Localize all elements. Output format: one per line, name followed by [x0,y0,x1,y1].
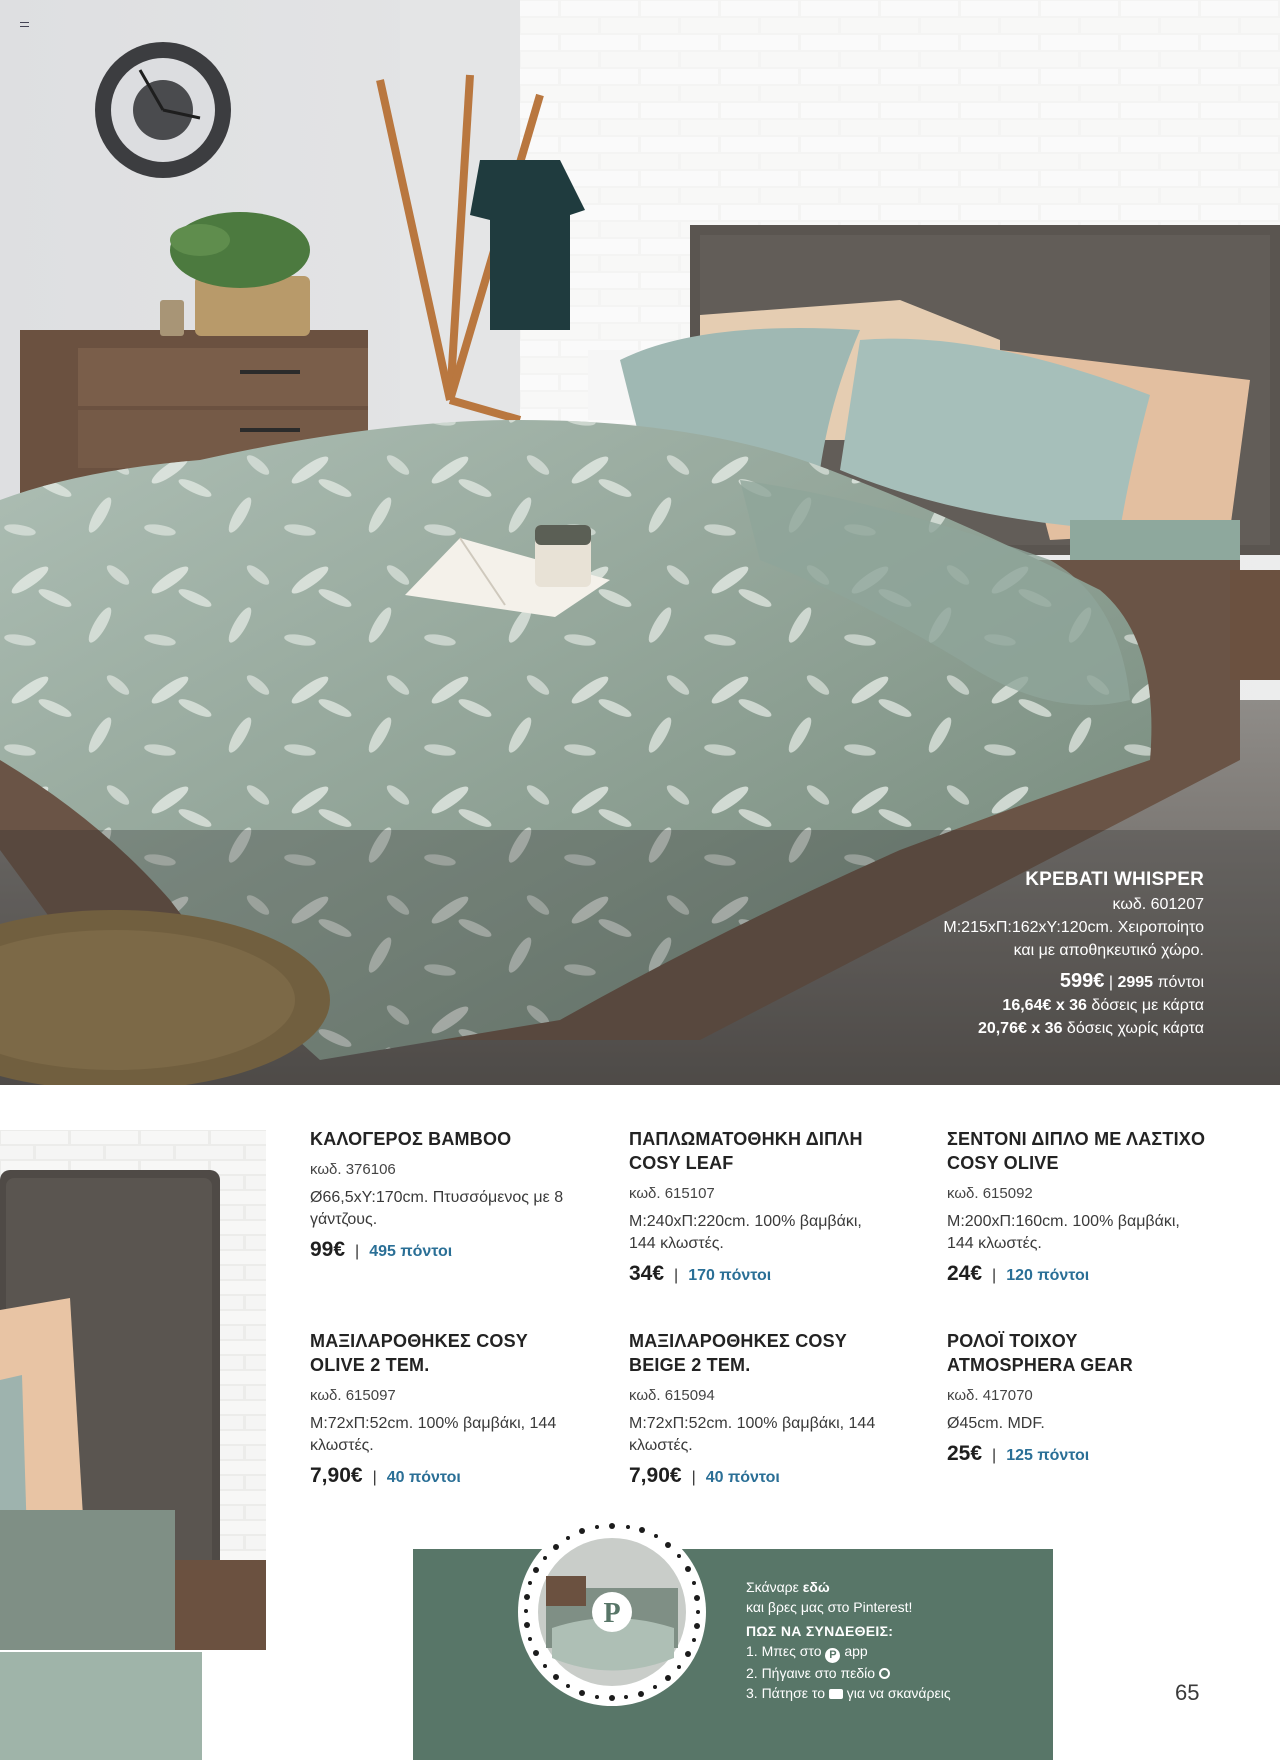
product-title: ΜΑΞΙΛΑΡΟΘΗΚΕΣ COSY OLIVE 2 ΤΕΜ. [310,1331,528,1375]
hero-price-line [943,970,1204,994]
step-2-text: 2. Πήγαινε στο πεδίο [746,1665,876,1681]
step-3-post: για να σκανάρεις [846,1685,951,1701]
points-value: 40 [386,1469,405,1486]
hero-product-code: κωδ. 601207 [1112,896,1204,913]
how-to-title: ΠΩΣ ΝΑ ΣΥΝΔΕΘΕΙΣ: [746,1623,894,1639]
points-label: πόντοι [400,1243,453,1260]
step-2 [746,1663,951,1683]
page-number: 65 [1175,1680,1200,1705]
product-points [706,1467,780,1489]
product-desc: Μ:200xΠ:160cm. 100% βαμβάκι, 144 κλωστές. [947,1213,1180,1252]
product-card [947,1127,1207,1287]
points-value: 170 [688,1267,715,1284]
product-points [387,1467,461,1489]
product-title: ΣΕΝΤΟΝΙ ΔΙΠΛΟ ΜΕ ΛΑΣΤΙΧΟ COSY OLIVE [947,1129,1206,1173]
pinterest-scan-code[interactable] [518,1518,706,1706]
hero-inst1-amount: 16,64€ [1002,997,1052,1014]
product-price: 24€ [947,1262,983,1285]
price-separator: | [992,1267,997,1284]
product-price-line [629,1263,889,1287]
points-value: 120 [1006,1267,1033,1284]
hero-price-separator: | [1108,974,1114,991]
hero-product-name: ΚΡΕΒΑΤΙ WHISPER [1025,869,1204,890]
product-card [629,1329,889,1489]
product-price-line [310,1465,570,1489]
pinterest-panel [413,1549,1053,1760]
hero-points-value: 2995 [1117,974,1154,991]
product-desc: Μ:72xΠ:52cm. 100% βαμβάκι, 144 κλωστές. [629,1415,876,1454]
step-3-pre: 3. Πάτησε το [746,1685,825,1701]
product-price-line [310,1239,570,1263]
product-desc: Μ:240xΠ:220cm. 100% βαμβάκι, 144 κλωστές. [629,1213,862,1252]
product-title: ΜΑΞΙΛΑΡΟΘΗΚΕΣ COSY BEIGE 2 ΤΕΜ. [629,1331,847,1375]
product-title: ΚΑΛΟΓΕΡΟΣ BAMBOO [310,1129,512,1149]
product-code: κωδ. 417070 [947,1387,1033,1404]
scan-bold: εδώ [802,1579,830,1595]
hero-product-caption [943,868,1204,1040]
pinterest-code-graphic [518,1518,706,1706]
hero-points-label: πόντοι [1157,974,1204,991]
points-label: πόντοι [727,1469,780,1486]
product-code: κωδ. 376106 [310,1161,396,1178]
step-1 [746,1641,951,1663]
points-value: 125 [1006,1447,1033,1464]
product-desc: Ø45cm. MDF. [947,1415,1045,1432]
product-card [947,1329,1207,1467]
headboard-detail-scene [0,1130,266,1650]
product-price: 34€ [629,1262,665,1285]
hero-inst2-amount: 20,76€ [977,1020,1027,1037]
product-price-line [947,1443,1207,1467]
product-price: 7,90€ [310,1464,363,1487]
price-separator: | [674,1267,679,1284]
product-price-line [947,1263,1207,1287]
points-value: 40 [705,1469,724,1486]
scan-line [746,1577,951,1597]
corner-mark [20,22,29,27]
find-us-line: και βρες μας στο Pinterest! [746,1599,913,1615]
product-points [1006,1445,1089,1467]
product-points [688,1265,771,1287]
hero-inst2-text: δόσεις χωρίς κάρτα [1066,1020,1204,1037]
points-label: πόντοι [719,1267,772,1284]
product-price: 25€ [947,1442,983,1465]
points-value: 495 [369,1243,396,1260]
product-code: κωδ. 615094 [629,1387,715,1404]
product-card [310,1329,570,1489]
product-card [629,1127,889,1287]
product-code: κωδ. 615092 [947,1185,1033,1202]
product-code: κωδ. 615107 [629,1185,715,1202]
hero-inst1-times: x 36 [1055,997,1087,1014]
hero-product-desc-2: και με αποθηκευτικό χώρο. [1013,942,1204,959]
product-desc: Ø66,5xΥ:170cm. Πτυσσόμενος με 8 γάντζους. [310,1189,564,1228]
price-separator: | [992,1447,997,1464]
search-icon [879,1668,890,1679]
product-price: 7,90€ [629,1464,682,1487]
hero-installment-card [943,994,1204,1017]
pinterest-icon: P [603,1598,621,1629]
product-desc: Μ:72xΠ:52cm. 100% βαμβάκι, 144 κλωστές. [310,1415,557,1454]
camera-icon [829,1689,843,1699]
step-1-pre: 1. Μπες στο [746,1643,822,1659]
step-1-post: app [844,1643,868,1659]
product-price-line [629,1465,889,1489]
scan-prefix: Σκάναρε [746,1579,799,1595]
product-price: 99€ [310,1238,346,1261]
hero-price: 599€ [1059,970,1105,992]
decorative-green-block [0,1652,202,1760]
product-points [1006,1265,1089,1287]
points-label: πόντοι [1037,1447,1090,1464]
hero-installment-nocard [943,1017,1204,1040]
hero-inst2-times: x 36 [1031,1020,1063,1037]
points-label: πόντοι [1037,1267,1090,1284]
product-points [369,1241,452,1263]
product-card [310,1127,570,1263]
pinterest-instructions [746,1577,951,1703]
product-title: ΠΑΠΛΩΜΑΤΟΘΗΚΗ ΔΙΠΛΗ COSY LEAF [629,1129,863,1173]
price-separator: | [691,1469,696,1486]
hero-product-desc-1: Μ:215xΠ:162xΥ:120cm. Χειροποίητο [943,919,1204,936]
points-label: πόντοι [408,1469,461,1486]
product-title: ΡΟΛΟΪ ΤΟΙΧΟΥ ATMOSPHERA GEAR [947,1331,1134,1375]
price-separator: | [355,1243,360,1260]
price-separator: | [372,1469,377,1486]
pinterest-app-icon: P [825,1648,840,1663]
headboard-detail-photo [0,1130,266,1650]
product-code: κωδ. 615097 [310,1387,396,1404]
hero-inst1-text: δόσεις με κάρτα [1091,997,1204,1014]
step-3 [746,1683,951,1703]
